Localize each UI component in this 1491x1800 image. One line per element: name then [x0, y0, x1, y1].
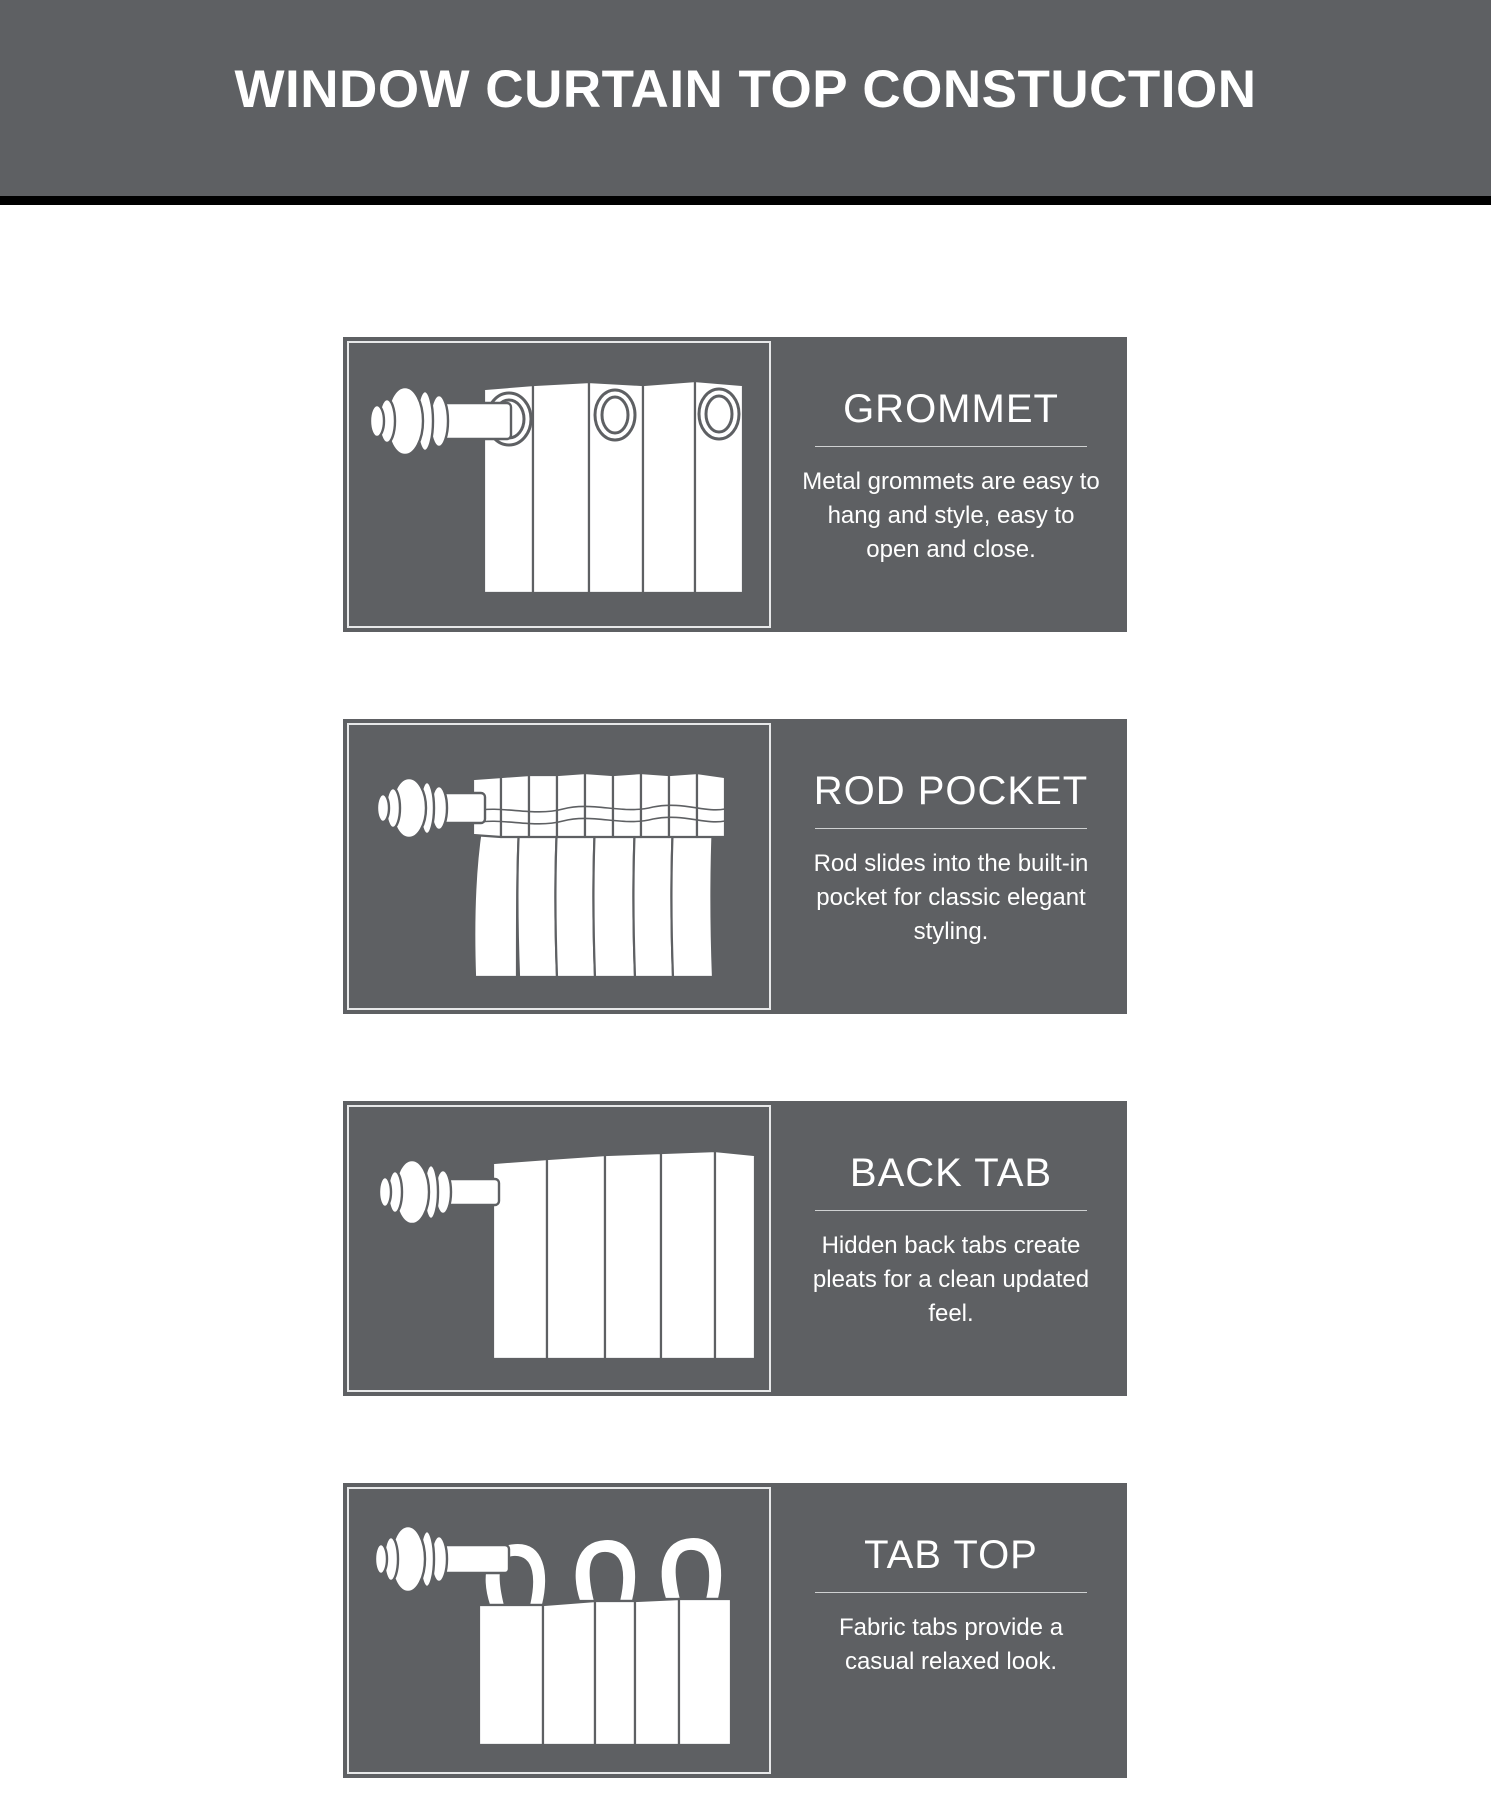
card-heading-divider — [815, 828, 1087, 829]
card-heading-divider — [815, 446, 1087, 447]
header-divider-rule — [0, 196, 1491, 205]
back-tab-curtain-illustration — [343, 1101, 775, 1396]
card-body: Metal grommets are easy to hang and style, easy to open and close. — [802, 468, 1100, 564]
card-text-back-tab — [775, 1101, 1127, 1396]
card-body: Fabric tabs provide a casual relaxed look. — [838, 1614, 1064, 1676]
rod-pocket-curtain-illustration — [343, 719, 775, 1014]
card-grommet — [343, 337, 1127, 632]
card-text-rod-pocket — [775, 719, 1127, 1014]
card-tab-top — [343, 1483, 1127, 1778]
card-text-tab-top — [775, 1483, 1127, 1778]
header-bar — [0, 0, 1491, 196]
grommet-curtain-illustration — [343, 337, 775, 632]
card-heading: ROD POCKET — [813, 769, 1089, 813]
card-heading-divider — [815, 1592, 1087, 1593]
card-heading: BACK TAB — [849, 1151, 1053, 1195]
card-body: Hidden back tabs create pleats for a clean updated feel. — [812, 1232, 1090, 1328]
card-heading: TAB TOP — [864, 1533, 1038, 1577]
card-text-grommet — [775, 337, 1127, 632]
tab-top-curtain-illustration — [343, 1483, 775, 1778]
card-heading-divider — [815, 1210, 1087, 1211]
card-rod-pocket — [343, 719, 1127, 1014]
card-body: Rod slides into the built-in pocket for classic elegant styling. — [813, 850, 1089, 946]
card-heading: GROMMET — [843, 387, 1059, 431]
page-title: WINDOW CURTAIN TOP CONSTUCTION — [234, 59, 1257, 119]
card-back-tab — [343, 1101, 1127, 1396]
